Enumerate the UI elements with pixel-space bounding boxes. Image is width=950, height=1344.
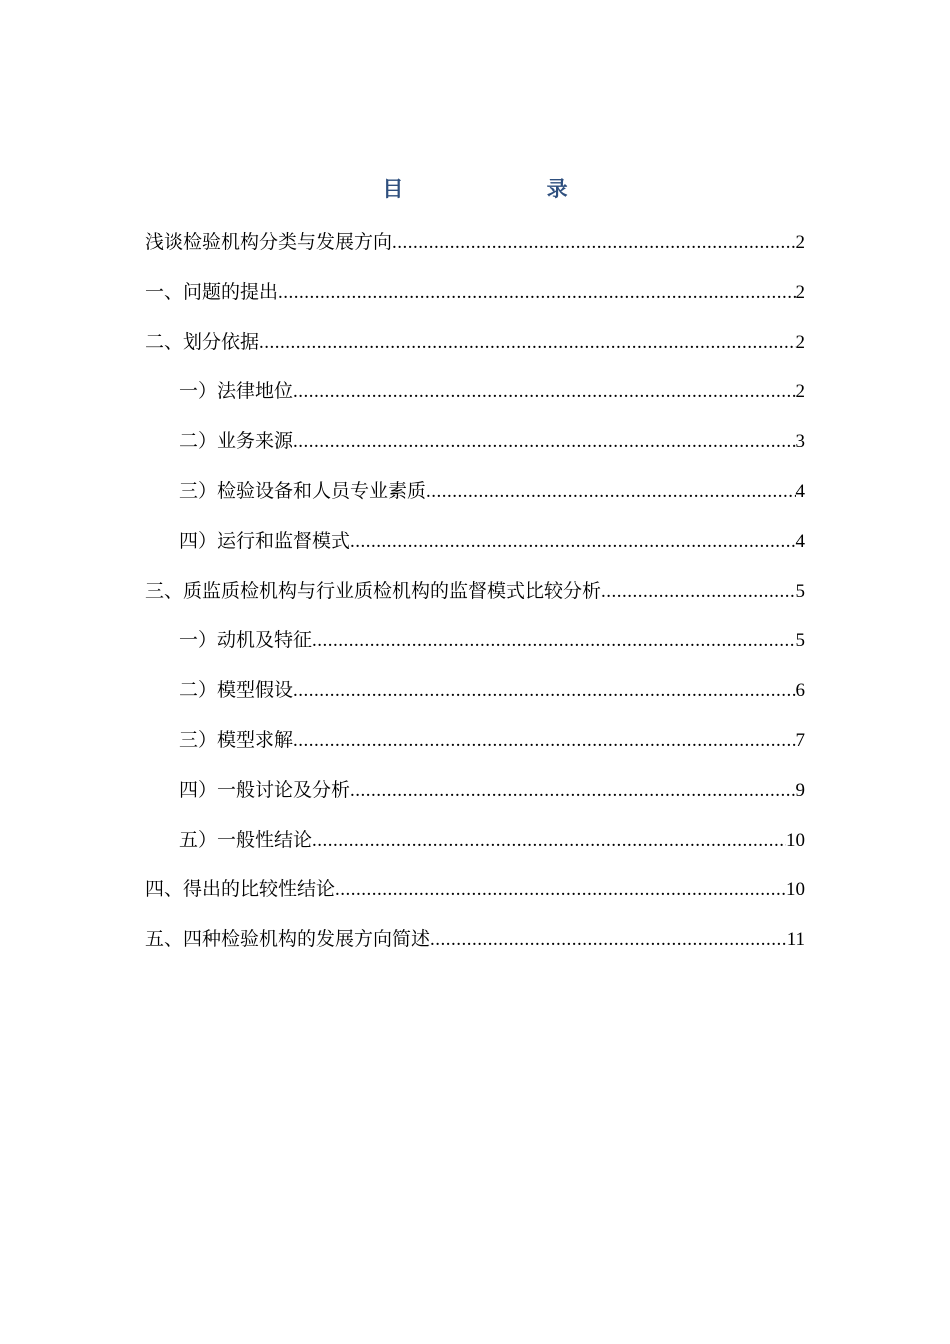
toc-page-number: 5 (795, 630, 805, 652)
toc-page-number: 9 (795, 779, 805, 801)
toc-dot-leader (335, 870, 786, 910)
toc-entry[interactable] (145, 670, 805, 720)
toc-entry-text: 二）业务来源 (179, 430, 294, 453)
toc-page-number: 2 (795, 331, 805, 353)
toc-entry[interactable] (145, 571, 805, 621)
toc-dot-leader (392, 223, 795, 263)
toc-entry[interactable] (145, 521, 805, 571)
toc-entry-text: 三）模型求解 (179, 728, 294, 751)
toc-page-number: 3 (795, 431, 805, 453)
toc-page-number: 11 (786, 929, 805, 951)
toc-dot-leader (426, 472, 795, 512)
toc-dot-leader (350, 771, 795, 811)
toc-page-number: 2 (795, 281, 805, 303)
toc-entry[interactable] (145, 272, 805, 322)
toc-page-number: 7 (795, 729, 805, 751)
toc-entry-text: 一）法律地位 (179, 380, 294, 403)
toc-entry[interactable] (145, 820, 805, 870)
toc-entry[interactable] (145, 620, 805, 670)
toc-dot-leader (350, 522, 795, 562)
toc-entry-text: 三、质监质检机构与行业质检机构的监督模式比较分析 (145, 579, 602, 602)
toc-page-number: 4 (795, 530, 805, 552)
toc-entry-text: 一）动机及特征 (179, 629, 313, 652)
toc-list (145, 222, 805, 969)
toc-entry[interactable] (145, 322, 805, 372)
toc-page-number: 5 (795, 580, 805, 602)
toc-entry-text: 三）检验设备和人员专业素质 (179, 479, 427, 502)
toc-entry[interactable] (145, 919, 805, 969)
toc-entry-text: 二）模型假设 (179, 679, 294, 702)
toc-dot-leader (278, 273, 795, 313)
toc-dot-leader (293, 372, 795, 412)
toc-entry[interactable] (145, 421, 805, 471)
toc-entry-text: 四）运行和监督模式 (179, 529, 351, 552)
toc-entry-text: 浅谈检验机构分类与发展方向 (145, 231, 393, 253)
toc-dot-leader (293, 422, 795, 462)
toc-dot-leader (312, 821, 786, 861)
toc-page-number: 10 (786, 879, 805, 901)
toc-entry-text: 四）一般讨论及分析 (179, 778, 351, 801)
toc-page-number: 4 (795, 480, 805, 502)
toc-dot-leader (293, 671, 795, 711)
toc-page-number: 2 (795, 381, 805, 403)
toc-page-number: 6 (795, 680, 805, 702)
toc-title: 目 录 (382, 176, 636, 201)
toc-page-number: 2 (795, 232, 805, 253)
toc-entry[interactable] (145, 371, 805, 421)
toc-dot-leader (601, 572, 795, 612)
toc-entry-text: 二、划分依据 (145, 330, 260, 353)
toc-entry[interactable] (145, 222, 805, 272)
toc-entry-text: 一、问题的提出 (145, 280, 279, 303)
toc-entry-text: 四、得出的比较性结论 (145, 878, 336, 901)
toc-entry[interactable] (145, 770, 805, 820)
toc-entry[interactable] (145, 869, 805, 919)
toc-dot-leader (293, 721, 795, 761)
toc-entry[interactable] (145, 720, 805, 770)
toc-dot-leader (259, 323, 795, 363)
toc-dot-leader (312, 621, 795, 661)
toc-entry-text: 五、四种检验机构的发展方向简述 (145, 928, 431, 951)
toc-entry[interactable] (145, 471, 805, 521)
toc-entry-text: 五）一般性结论 (179, 828, 313, 851)
toc-page-number: 10 (786, 829, 805, 851)
toc-dot-leader (430, 920, 787, 960)
